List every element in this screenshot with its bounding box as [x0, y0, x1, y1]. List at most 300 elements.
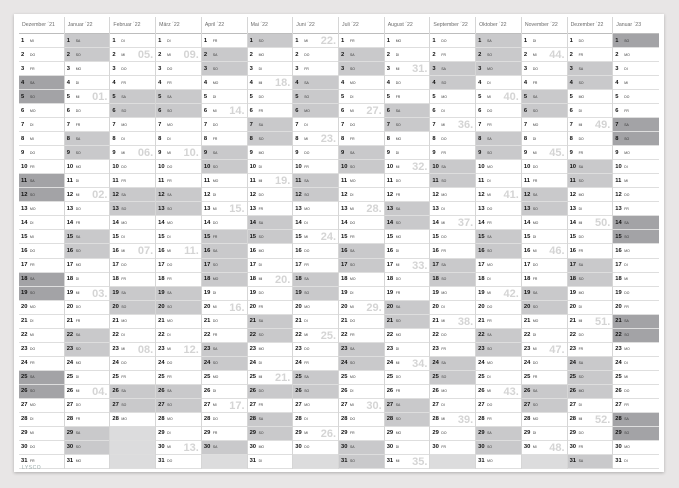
day-cell[interactable]	[339, 399, 384, 413]
day-cell[interactable]	[430, 34, 475, 48]
day-cell[interactable]	[339, 273, 384, 287]
day-cell[interactable]	[522, 48, 567, 62]
day-cell[interactable]	[476, 329, 521, 343]
day-cell[interactable]	[522, 329, 567, 343]
day-cell[interactable]	[339, 301, 384, 315]
day-cell[interactable]	[568, 427, 613, 441]
day-cell[interactable]	[293, 329, 338, 343]
day-cell[interactable]	[476, 455, 521, 469]
day-cell[interactable]	[110, 62, 155, 76]
day-cell[interactable]	[522, 427, 567, 441]
day-cell[interactable]	[613, 132, 659, 146]
day-cell[interactable]	[476, 385, 521, 399]
day-cell[interactable]	[202, 174, 247, 188]
day-cell[interactable]	[430, 259, 475, 273]
day-cell[interactable]	[613, 104, 659, 118]
day-cell[interactable]	[65, 48, 110, 62]
day-cell[interactable]	[19, 315, 64, 329]
day-cell[interactable]	[385, 90, 430, 104]
day-cell[interactable]	[385, 301, 430, 315]
day-cell[interactable]	[19, 174, 64, 188]
day-cell[interactable]	[613, 413, 659, 427]
day-cell[interactable]	[522, 357, 567, 371]
day-cell[interactable]	[293, 441, 338, 455]
day-cell[interactable]	[293, 216, 338, 230]
day-cell[interactable]	[613, 48, 659, 62]
day-cell[interactable]	[522, 118, 567, 132]
day-cell[interactable]	[248, 371, 293, 385]
day-cell[interactable]	[522, 244, 567, 258]
day-cell[interactable]	[202, 385, 247, 399]
day-cell[interactable]	[339, 315, 384, 329]
day-cell[interactable]	[248, 118, 293, 132]
day-cell[interactable]	[613, 160, 659, 174]
day-cell[interactable]	[613, 287, 659, 301]
day-cell[interactable]	[65, 441, 110, 455]
day-cell[interactable]	[613, 118, 659, 132]
day-cell[interactable]	[248, 455, 293, 469]
day-cell[interactable]	[568, 62, 613, 76]
day-cell[interactable]	[476, 48, 521, 62]
day-cell[interactable]	[339, 34, 384, 48]
day-cell[interactable]	[110, 76, 155, 90]
day-cell[interactable]	[385, 104, 430, 118]
day-cell[interactable]	[339, 188, 384, 202]
day-cell[interactable]	[248, 62, 293, 76]
day-cell[interactable]	[202, 399, 247, 413]
day-cell[interactable]	[248, 188, 293, 202]
day-cell[interactable]	[385, 427, 430, 441]
day-cell[interactable]	[248, 287, 293, 301]
day-cell[interactable]	[522, 287, 567, 301]
day-cell[interactable]	[248, 146, 293, 160]
day-cell[interactable]	[65, 244, 110, 258]
day-cell[interactable]	[568, 259, 613, 273]
day-cell[interactable]	[522, 34, 567, 48]
day-cell[interactable]	[248, 132, 293, 146]
day-cell[interactable]	[156, 202, 201, 216]
day-cell[interactable]	[19, 104, 64, 118]
day-cell[interactable]	[385, 160, 430, 174]
day-cell[interactable]	[568, 216, 613, 230]
day-cell[interactable]	[248, 329, 293, 343]
day-cell[interactable]	[19, 90, 64, 104]
day-cell[interactable]	[293, 385, 338, 399]
day-cell[interactable]	[156, 230, 201, 244]
day-cell[interactable]	[202, 188, 247, 202]
day-cell[interactable]	[522, 455, 567, 469]
day-cell[interactable]	[65, 76, 110, 90]
day-cell[interactable]	[156, 287, 201, 301]
day-cell[interactable]	[613, 427, 659, 441]
day-cell[interactable]	[568, 315, 613, 329]
day-cell[interactable]	[522, 343, 567, 357]
day-cell[interactable]	[293, 273, 338, 287]
day-cell[interactable]	[293, 357, 338, 371]
day-cell[interactable]	[248, 174, 293, 188]
day-cell[interactable]	[430, 455, 475, 469]
day-cell[interactable]	[156, 399, 201, 413]
day-cell[interactable]	[202, 441, 247, 455]
day-cell[interactable]	[248, 399, 293, 413]
day-cell[interactable]	[522, 315, 567, 329]
day-cell[interactable]	[110, 202, 155, 216]
day-cell[interactable]	[522, 62, 567, 76]
day-cell[interactable]	[613, 259, 659, 273]
day-cell[interactable]	[476, 174, 521, 188]
day-cell[interactable]	[65, 202, 110, 216]
day-cell[interactable]	[293, 104, 338, 118]
day-cell[interactable]	[110, 146, 155, 160]
day-cell[interactable]	[293, 146, 338, 160]
day-cell[interactable]	[476, 244, 521, 258]
day-cell[interactable]	[568, 244, 613, 258]
day-cell[interactable]	[385, 118, 430, 132]
day-cell[interactable]	[568, 230, 613, 244]
day-cell[interactable]	[568, 413, 613, 427]
day-cell[interactable]	[568, 160, 613, 174]
day-cell[interactable]	[339, 413, 384, 427]
day-cell[interactable]	[339, 455, 384, 469]
day-cell[interactable]	[568, 202, 613, 216]
day-cell[interactable]	[202, 160, 247, 174]
day-cell[interactable]	[385, 287, 430, 301]
day-cell[interactable]	[476, 287, 521, 301]
day-cell[interactable]	[156, 48, 201, 62]
day-cell[interactable]	[568, 287, 613, 301]
day-cell[interactable]	[522, 174, 567, 188]
day-cell[interactable]	[476, 441, 521, 455]
day-cell[interactable]	[430, 399, 475, 413]
day-cell[interactable]	[476, 259, 521, 273]
day-cell[interactable]	[202, 90, 247, 104]
day-cell[interactable]	[568, 48, 613, 62]
day-cell[interactable]	[476, 357, 521, 371]
day-cell[interactable]	[522, 188, 567, 202]
day-cell[interactable]	[248, 427, 293, 441]
day-cell[interactable]	[19, 202, 64, 216]
day-cell[interactable]	[385, 371, 430, 385]
day-cell[interactable]	[522, 230, 567, 244]
day-cell[interactable]	[293, 371, 338, 385]
day-cell[interactable]	[65, 90, 110, 104]
day-cell[interactable]	[339, 174, 384, 188]
day-cell[interactable]	[19, 34, 64, 48]
day-cell[interactable]	[385, 357, 430, 371]
day-cell[interactable]	[156, 455, 201, 469]
day-cell[interactable]	[65, 357, 110, 371]
day-cell[interactable]	[339, 427, 384, 441]
day-cell[interactable]	[339, 62, 384, 76]
day-cell[interactable]	[110, 216, 155, 230]
day-cell[interactable]	[613, 371, 659, 385]
day-cell[interactable]	[156, 216, 201, 230]
day-cell[interactable]	[339, 287, 384, 301]
day-cell[interactable]	[248, 34, 293, 48]
day-cell[interactable]	[156, 62, 201, 76]
day-cell[interactable]	[110, 315, 155, 329]
day-cell[interactable]	[156, 132, 201, 146]
day-cell[interactable]	[568, 385, 613, 399]
day-cell[interactable]	[110, 385, 155, 399]
day-cell[interactable]	[202, 48, 247, 62]
day-cell[interactable]	[19, 118, 64, 132]
day-cell[interactable]	[65, 259, 110, 273]
day-cell[interactable]	[293, 301, 338, 315]
day-cell[interactable]	[522, 132, 567, 146]
day-cell[interactable]	[522, 202, 567, 216]
day-cell[interactable]	[110, 174, 155, 188]
day-cell[interactable]	[430, 441, 475, 455]
day-cell[interactable]	[65, 315, 110, 329]
day-cell[interactable]	[65, 132, 110, 146]
day-cell[interactable]	[430, 174, 475, 188]
day-cell[interactable]	[65, 118, 110, 132]
day-cell[interactable]	[568, 174, 613, 188]
day-cell[interactable]	[339, 230, 384, 244]
day-cell[interactable]	[430, 76, 475, 90]
day-cell[interactable]	[476, 202, 521, 216]
day-cell[interactable]	[613, 76, 659, 90]
day-cell[interactable]	[19, 216, 64, 230]
day-cell[interactable]	[476, 216, 521, 230]
day-cell[interactable]	[65, 343, 110, 357]
day-cell[interactable]	[19, 132, 64, 146]
day-cell[interactable]	[110, 329, 155, 343]
day-cell[interactable]	[65, 174, 110, 188]
day-cell[interactable]	[339, 441, 384, 455]
day-cell[interactable]	[613, 216, 659, 230]
day-cell[interactable]	[568, 90, 613, 104]
day-cell[interactable]	[156, 160, 201, 174]
day-cell[interactable]	[293, 76, 338, 90]
day-cell[interactable]	[476, 399, 521, 413]
day-cell[interactable]	[339, 146, 384, 160]
day-cell[interactable]	[476, 62, 521, 76]
day-cell[interactable]	[202, 104, 247, 118]
day-cell[interactable]	[156, 329, 201, 343]
day-cell[interactable]	[65, 62, 110, 76]
day-cell[interactable]	[248, 104, 293, 118]
day-cell[interactable]	[248, 216, 293, 230]
day-cell[interactable]	[156, 34, 201, 48]
day-cell[interactable]	[110, 244, 155, 258]
day-cell[interactable]	[156, 273, 201, 287]
day-cell[interactable]	[156, 385, 201, 399]
day-cell[interactable]	[430, 343, 475, 357]
day-cell[interactable]	[110, 357, 155, 371]
day-cell[interactable]	[19, 413, 64, 427]
day-cell[interactable]	[613, 90, 659, 104]
day-cell[interactable]	[202, 427, 247, 441]
day-cell[interactable]	[110, 301, 155, 315]
day-cell[interactable]	[568, 301, 613, 315]
day-cell[interactable]	[156, 118, 201, 132]
day-cell[interactable]	[430, 371, 475, 385]
day-cell[interactable]	[339, 48, 384, 62]
day-cell[interactable]	[613, 146, 659, 160]
day-cell[interactable]	[339, 216, 384, 230]
day-cell[interactable]	[385, 329, 430, 343]
day-cell[interactable]	[202, 76, 247, 90]
day-cell[interactable]	[522, 399, 567, 413]
day-cell[interactable]	[522, 160, 567, 174]
day-cell[interactable]	[385, 216, 430, 230]
day-cell[interactable]	[156, 244, 201, 258]
day-cell[interactable]	[430, 287, 475, 301]
day-cell[interactable]	[65, 160, 110, 174]
day-cell[interactable]	[202, 202, 247, 216]
day-cell[interactable]	[202, 216, 247, 230]
day-cell[interactable]	[19, 371, 64, 385]
day-cell[interactable]	[522, 385, 567, 399]
day-cell[interactable]	[19, 399, 64, 413]
day-cell[interactable]	[613, 441, 659, 455]
day-cell[interactable]	[613, 34, 659, 48]
day-cell[interactable]	[202, 413, 247, 427]
day-cell[interactable]	[19, 343, 64, 357]
day-cell[interactable]	[248, 202, 293, 216]
day-cell[interactable]	[385, 76, 430, 90]
day-cell[interactable]	[248, 357, 293, 371]
day-cell[interactable]	[339, 160, 384, 174]
day-cell[interactable]	[202, 230, 247, 244]
day-cell[interactable]	[476, 160, 521, 174]
day-cell[interactable]	[522, 104, 567, 118]
day-cell[interactable]	[613, 455, 659, 469]
day-cell[interactable]	[339, 244, 384, 258]
day-cell[interactable]	[202, 34, 247, 48]
day-cell[interactable]	[613, 343, 659, 357]
day-cell[interactable]	[110, 441, 155, 455]
day-cell[interactable]	[339, 385, 384, 399]
day-cell[interactable]	[430, 385, 475, 399]
day-cell[interactable]	[293, 287, 338, 301]
day-cell[interactable]	[202, 287, 247, 301]
day-cell[interactable]	[476, 413, 521, 427]
day-cell[interactable]	[476, 90, 521, 104]
day-cell[interactable]	[156, 357, 201, 371]
day-cell[interactable]	[110, 399, 155, 413]
day-cell[interactable]	[613, 385, 659, 399]
day-cell[interactable]	[293, 34, 338, 48]
day-cell[interactable]	[568, 118, 613, 132]
day-cell[interactable]	[476, 188, 521, 202]
day-cell[interactable]	[65, 216, 110, 230]
day-cell[interactable]	[293, 90, 338, 104]
day-cell[interactable]	[613, 188, 659, 202]
day-cell[interactable]	[293, 259, 338, 273]
day-cell[interactable]	[339, 371, 384, 385]
day-cell[interactable]	[430, 315, 475, 329]
day-cell[interactable]	[19, 287, 64, 301]
day-cell[interactable]	[248, 244, 293, 258]
day-cell[interactable]	[65, 427, 110, 441]
day-cell[interactable]	[385, 34, 430, 48]
day-cell[interactable]	[476, 146, 521, 160]
day-cell[interactable]	[19, 441, 64, 455]
day-cell[interactable]	[385, 413, 430, 427]
day-cell[interactable]	[430, 244, 475, 258]
day-cell[interactable]	[65, 188, 110, 202]
day-cell[interactable]	[202, 455, 247, 469]
day-cell[interactable]	[156, 259, 201, 273]
day-cell[interactable]	[65, 287, 110, 301]
day-cell[interactable]	[522, 273, 567, 287]
day-cell[interactable]	[293, 48, 338, 62]
day-cell[interactable]	[476, 230, 521, 244]
day-cell[interactable]	[19, 160, 64, 174]
day-cell[interactable]	[19, 301, 64, 315]
day-cell[interactable]	[293, 132, 338, 146]
day-cell[interactable]	[110, 34, 155, 48]
day-cell[interactable]	[430, 160, 475, 174]
day-cell[interactable]	[110, 259, 155, 273]
day-cell[interactable]	[202, 62, 247, 76]
day-cell[interactable]	[110, 90, 155, 104]
day-cell[interactable]	[19, 76, 64, 90]
day-cell[interactable]	[65, 34, 110, 48]
day-cell[interactable]	[613, 244, 659, 258]
day-cell[interactable]	[339, 343, 384, 357]
day-cell[interactable]	[202, 259, 247, 273]
day-cell[interactable]	[110, 132, 155, 146]
day-cell[interactable]	[202, 146, 247, 160]
day-cell[interactable]	[568, 399, 613, 413]
day-cell[interactable]	[385, 441, 430, 455]
day-cell[interactable]	[293, 244, 338, 258]
day-cell[interactable]	[568, 357, 613, 371]
day-cell[interactable]	[248, 315, 293, 329]
day-cell[interactable]	[568, 132, 613, 146]
day-cell[interactable]	[202, 343, 247, 357]
day-cell[interactable]	[430, 216, 475, 230]
day-cell[interactable]	[65, 146, 110, 160]
day-cell[interactable]	[430, 48, 475, 62]
day-cell[interactable]	[568, 273, 613, 287]
day-cell[interactable]	[65, 329, 110, 343]
day-cell[interactable]	[522, 301, 567, 315]
day-cell[interactable]	[613, 273, 659, 287]
day-cell[interactable]	[65, 104, 110, 118]
day-cell[interactable]	[430, 230, 475, 244]
day-cell[interactable]	[156, 146, 201, 160]
day-cell[interactable]	[430, 329, 475, 343]
day-cell[interactable]	[19, 230, 64, 244]
day-cell[interactable]	[339, 202, 384, 216]
day-cell[interactable]	[476, 118, 521, 132]
day-cell[interactable]	[385, 385, 430, 399]
day-cell[interactable]	[339, 329, 384, 343]
day-cell[interactable]	[613, 202, 659, 216]
day-cell[interactable]	[248, 301, 293, 315]
day-cell[interactable]	[202, 301, 247, 315]
day-cell[interactable]	[202, 132, 247, 146]
day-cell[interactable]	[156, 427, 201, 441]
day-cell[interactable]	[476, 315, 521, 329]
day-cell[interactable]	[385, 230, 430, 244]
day-cell[interactable]	[385, 259, 430, 273]
day-cell[interactable]	[156, 371, 201, 385]
day-cell[interactable]	[293, 455, 338, 469]
day-cell[interactable]	[430, 301, 475, 315]
day-cell[interactable]	[568, 146, 613, 160]
day-cell[interactable]	[293, 118, 338, 132]
day-cell[interactable]	[248, 259, 293, 273]
day-cell[interactable]	[385, 174, 430, 188]
day-cell[interactable]	[385, 273, 430, 287]
day-cell[interactable]	[110, 287, 155, 301]
